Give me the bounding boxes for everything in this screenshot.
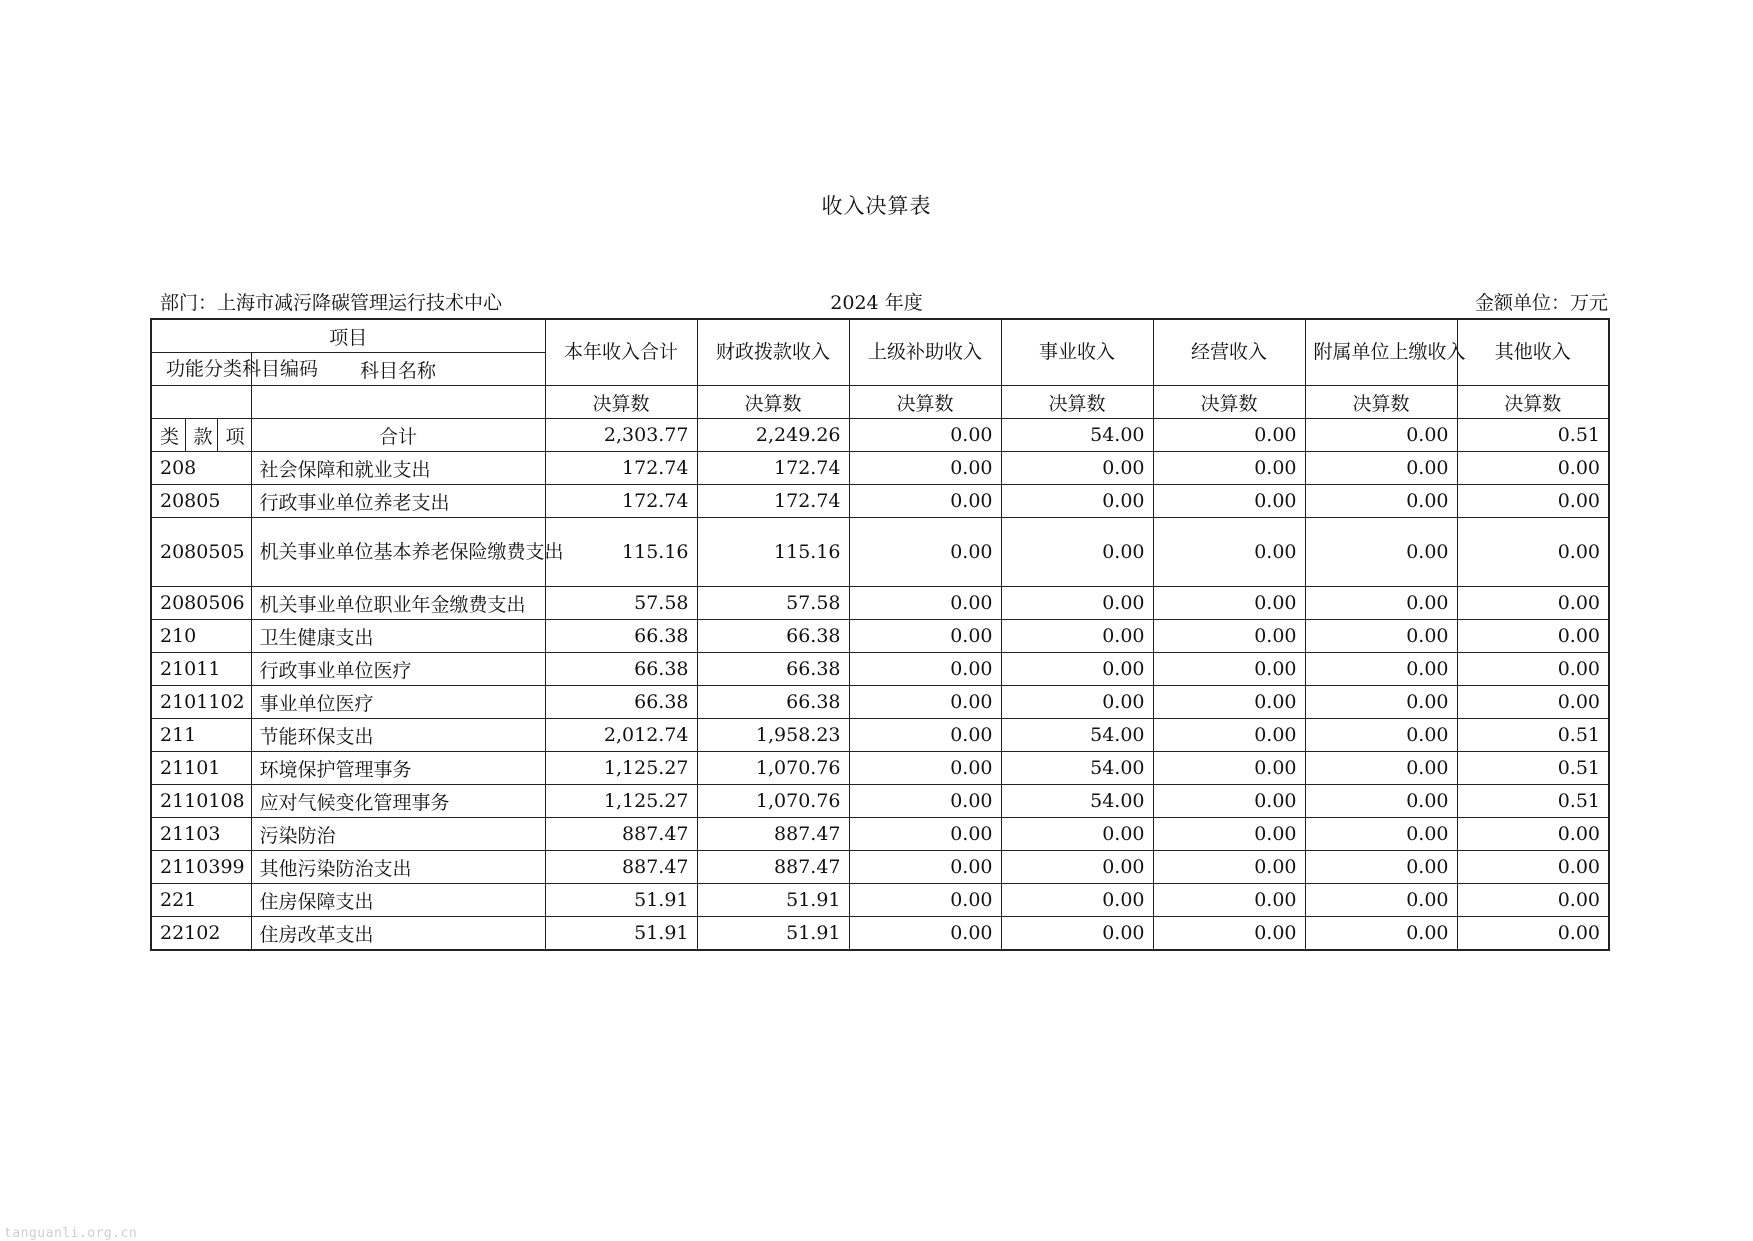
amount-cell: 0.00 [1153, 785, 1305, 818]
amount-cell: 115.16 [545, 518, 697, 587]
measure-label: 决算数 [697, 386, 849, 419]
amount-cell: 0.00 [1153, 485, 1305, 518]
amount-cell: 0.00 [849, 917, 1001, 951]
measure-label: 决算数 [1305, 386, 1457, 419]
amount-cell: 0.00 [1001, 884, 1153, 917]
amount-cell: 0.00 [1305, 719, 1457, 752]
subject-name: 机关事业单位基本养老保险缴费支出 [251, 518, 545, 587]
amount-cell: 0.00 [1457, 620, 1609, 653]
amount-cell: 0.00 [1001, 518, 1153, 587]
measure-label: 决算数 [545, 386, 697, 419]
header-subject-name: 科目名称 [251, 353, 545, 386]
total-value: 54.00 [1001, 419, 1153, 452]
amount-cell: 0.00 [849, 719, 1001, 752]
header-superior-subsidy: 上级补助收入 [849, 319, 1001, 386]
amount-cell: 887.47 [697, 818, 849, 851]
amount-cell: 0.00 [849, 884, 1001, 917]
amount-unit-label: 金额单位：万元 [1474, 292, 1608, 314]
amount-cell: 0.00 [849, 752, 1001, 785]
amount-cell: 0.00 [1305, 917, 1457, 951]
amount-cell: 0.00 [849, 587, 1001, 620]
amount-cell: 0.00 [1305, 752, 1457, 785]
amount-cell: 0.00 [1457, 818, 1609, 851]
amount-cell: 0.00 [849, 851, 1001, 884]
amount-cell: 51.91 [545, 917, 697, 951]
amount-cell: 0.00 [1305, 818, 1457, 851]
fiscal-year-label: 2024 年度 [830, 292, 923, 314]
header-category: 类 [151, 419, 185, 452]
amount-cell: 0.00 [1153, 917, 1305, 951]
measure-label: 决算数 [1153, 386, 1305, 419]
subject-code: 2080506 [151, 587, 251, 620]
measure-label: 决算数 [1457, 386, 1609, 419]
amount-cell: 51.91 [697, 917, 849, 951]
subject-code: 2110108 [151, 785, 251, 818]
amount-cell: 172.74 [545, 452, 697, 485]
amount-cell: 115.16 [697, 518, 849, 587]
table-row [151, 785, 1609, 818]
table-row [151, 653, 1609, 686]
amount-cell: 0.00 [1001, 818, 1153, 851]
amount-cell: 0.00 [1305, 851, 1457, 884]
amount-cell: 0.51 [1457, 719, 1609, 752]
amount-cell: 0.00 [1001, 452, 1153, 485]
amount-cell: 66.38 [545, 686, 697, 719]
department-label: 部门：上海市减污降碳管理运行技术中心 [160, 292, 503, 314]
total-value: 0.00 [1153, 419, 1305, 452]
amount-cell: 0.00 [1305, 686, 1457, 719]
amount-cell: 0.00 [1153, 719, 1305, 752]
subject-code: 2080505 [151, 518, 251, 587]
amount-cell: 0.00 [1457, 686, 1609, 719]
amount-cell: 0.00 [1457, 452, 1609, 485]
total-value: 2,249.26 [697, 419, 849, 452]
amount-cell: 172.74 [545, 485, 697, 518]
amount-cell: 0.00 [1457, 884, 1609, 917]
amount-cell: 0.00 [849, 620, 1001, 653]
amount-cell: 887.47 [697, 851, 849, 884]
amount-cell: 0.00 [1153, 884, 1305, 917]
amount-cell: 0.00 [1457, 917, 1609, 951]
header-total-income: 本年收入合计 [545, 319, 697, 386]
subject-name: 行政事业单位养老支出 [251, 485, 545, 518]
subject-name: 卫生健康支出 [251, 620, 545, 653]
total-value: 0.00 [849, 419, 1001, 452]
amount-cell: 0.00 [1001, 917, 1153, 951]
table-row [151, 620, 1609, 653]
amount-cell: 57.58 [697, 587, 849, 620]
amount-cell: 0.00 [1001, 686, 1153, 719]
total-value: 0.00 [1305, 419, 1457, 452]
amount-cell: 0.00 [1305, 785, 1457, 818]
subject-name: 节能环保支出 [251, 719, 545, 752]
amount-cell: 0.00 [849, 653, 1001, 686]
subject-code: 2101102 [151, 686, 251, 719]
amount-cell: 0.00 [1457, 653, 1609, 686]
amount-cell: 0.00 [1305, 884, 1457, 917]
amount-cell: 0.00 [1153, 686, 1305, 719]
amount-cell: 1,125.27 [545, 752, 697, 785]
page-title: 收入决算表 [821, 194, 932, 218]
header-business-income: 事业收入 [1001, 319, 1153, 386]
amount-cell: 54.00 [1001, 785, 1153, 818]
amount-cell: 0.51 [1457, 785, 1609, 818]
amount-cell: 0.00 [849, 818, 1001, 851]
amount-cell: 0.00 [1457, 851, 1609, 884]
amount-cell: 0.00 [1001, 653, 1153, 686]
amount-cell: 0.00 [1153, 653, 1305, 686]
amount-cell: 0.00 [1001, 485, 1153, 518]
amount-cell: 0.00 [1153, 851, 1305, 884]
amount-cell: 0.00 [1001, 587, 1153, 620]
amount-cell: 0.00 [1153, 752, 1305, 785]
amount-cell: 0.00 [1153, 818, 1305, 851]
header-function-code: 功能分类科目编码 [151, 353, 251, 386]
amount-cell: 54.00 [1001, 719, 1153, 752]
subject-code: 210 [151, 620, 251, 653]
table-row [151, 917, 1609, 951]
amount-cell: 0.00 [1153, 518, 1305, 587]
amount-cell: 0.00 [1153, 452, 1305, 485]
amount-cell: 0.00 [849, 785, 1001, 818]
amount-cell: 0.00 [1457, 518, 1609, 587]
amount-cell: 0.00 [1457, 587, 1609, 620]
subject-code: 221 [151, 884, 251, 917]
table-row [151, 884, 1609, 917]
amount-cell: 51.91 [697, 884, 849, 917]
table-row [151, 686, 1609, 719]
table-row [151, 452, 1609, 485]
subject-code: 208 [151, 452, 251, 485]
subject-name: 应对气候变化管理事务 [251, 785, 545, 818]
table-row [151, 518, 1609, 587]
subject-name: 住房改革支出 [251, 917, 545, 951]
subject-code: 21103 [151, 818, 251, 851]
subject-code: 2110399 [151, 851, 251, 884]
header-project: 项目 [151, 319, 545, 353]
amount-cell: 66.38 [697, 686, 849, 719]
subject-code: 211 [151, 719, 251, 752]
amount-cell: 172.74 [697, 485, 849, 518]
header-fiscal-appropriation: 财政拨款收入 [697, 319, 849, 386]
subject-name: 事业单位医疗 [251, 686, 545, 719]
amount-cell: 1,958.23 [697, 719, 849, 752]
amount-cell: 0.00 [1305, 653, 1457, 686]
total-value: 2,303.77 [545, 419, 697, 452]
table-row [151, 752, 1609, 785]
amount-cell: 0.00 [1305, 620, 1457, 653]
amount-cell: 66.38 [545, 653, 697, 686]
amount-cell: 0.00 [1153, 620, 1305, 653]
amount-cell: 57.58 [545, 587, 697, 620]
amount-cell: 0.00 [1001, 851, 1153, 884]
measure-label: 决算数 [849, 386, 1001, 419]
income-final-accounts-table [150, 318, 1610, 951]
amount-cell: 66.38 [697, 653, 849, 686]
amount-cell: 66.38 [697, 620, 849, 653]
amount-cell: 0.00 [1305, 485, 1457, 518]
subject-name: 住房保障支出 [251, 884, 545, 917]
amount-cell: 1,070.76 [697, 752, 849, 785]
amount-cell: 0.00 [1305, 452, 1457, 485]
header-other-income: 其他收入 [1457, 319, 1609, 386]
subject-name: 其他污染防治支出 [251, 851, 545, 884]
amount-cell: 0.00 [849, 485, 1001, 518]
table-row [151, 818, 1609, 851]
table-row [151, 719, 1609, 752]
subject-name: 环境保护管理事务 [251, 752, 545, 785]
subject-code: 20805 [151, 485, 251, 518]
amount-cell: 0.00 [849, 518, 1001, 587]
header-section: 款 [185, 419, 217, 452]
table-row [151, 485, 1609, 518]
subject-name: 机关事业单位职业年金缴费支出 [251, 587, 545, 620]
amount-cell: 887.47 [545, 818, 697, 851]
subject-code: 22102 [151, 917, 251, 951]
subject-name: 污染防治 [251, 818, 545, 851]
total-label: 合计 [251, 419, 545, 452]
amount-cell: 0.00 [849, 686, 1001, 719]
amount-cell: 0.00 [1305, 587, 1457, 620]
table-row [151, 851, 1609, 884]
header-item: 项 [217, 419, 251, 452]
amount-cell: 0.00 [1153, 587, 1305, 620]
amount-cell: 54.00 [1001, 752, 1153, 785]
amount-cell: 51.91 [545, 884, 697, 917]
amount-cell: 0.00 [1457, 485, 1609, 518]
subject-code: 21011 [151, 653, 251, 686]
amount-cell: 0.00 [849, 452, 1001, 485]
measure-label: 决算数 [1001, 386, 1153, 419]
watermark-text: tanguanli.org.cn [4, 1226, 138, 1241]
subject-code: 21101 [151, 752, 251, 785]
amount-cell: 1,070.76 [697, 785, 849, 818]
amount-cell: 0.51 [1457, 752, 1609, 785]
header-affiliated-income: 附属单位上缴收入 [1305, 319, 1457, 386]
amount-cell: 1,125.27 [545, 785, 697, 818]
total-value: 0.51 [1457, 419, 1609, 452]
amount-cell: 887.47 [545, 851, 697, 884]
total-row [151, 419, 1609, 452]
amount-cell: 172.74 [697, 452, 849, 485]
amount-cell: 0.00 [1305, 518, 1457, 587]
table-row [151, 587, 1609, 620]
subject-name: 行政事业单位医疗 [251, 653, 545, 686]
amount-cell: 66.38 [545, 620, 697, 653]
amount-cell: 0.00 [1001, 620, 1153, 653]
header-operating-income: 经营收入 [1153, 319, 1305, 386]
amount-cell: 2,012.74 [545, 719, 697, 752]
subject-name: 社会保障和就业支出 [251, 452, 545, 485]
